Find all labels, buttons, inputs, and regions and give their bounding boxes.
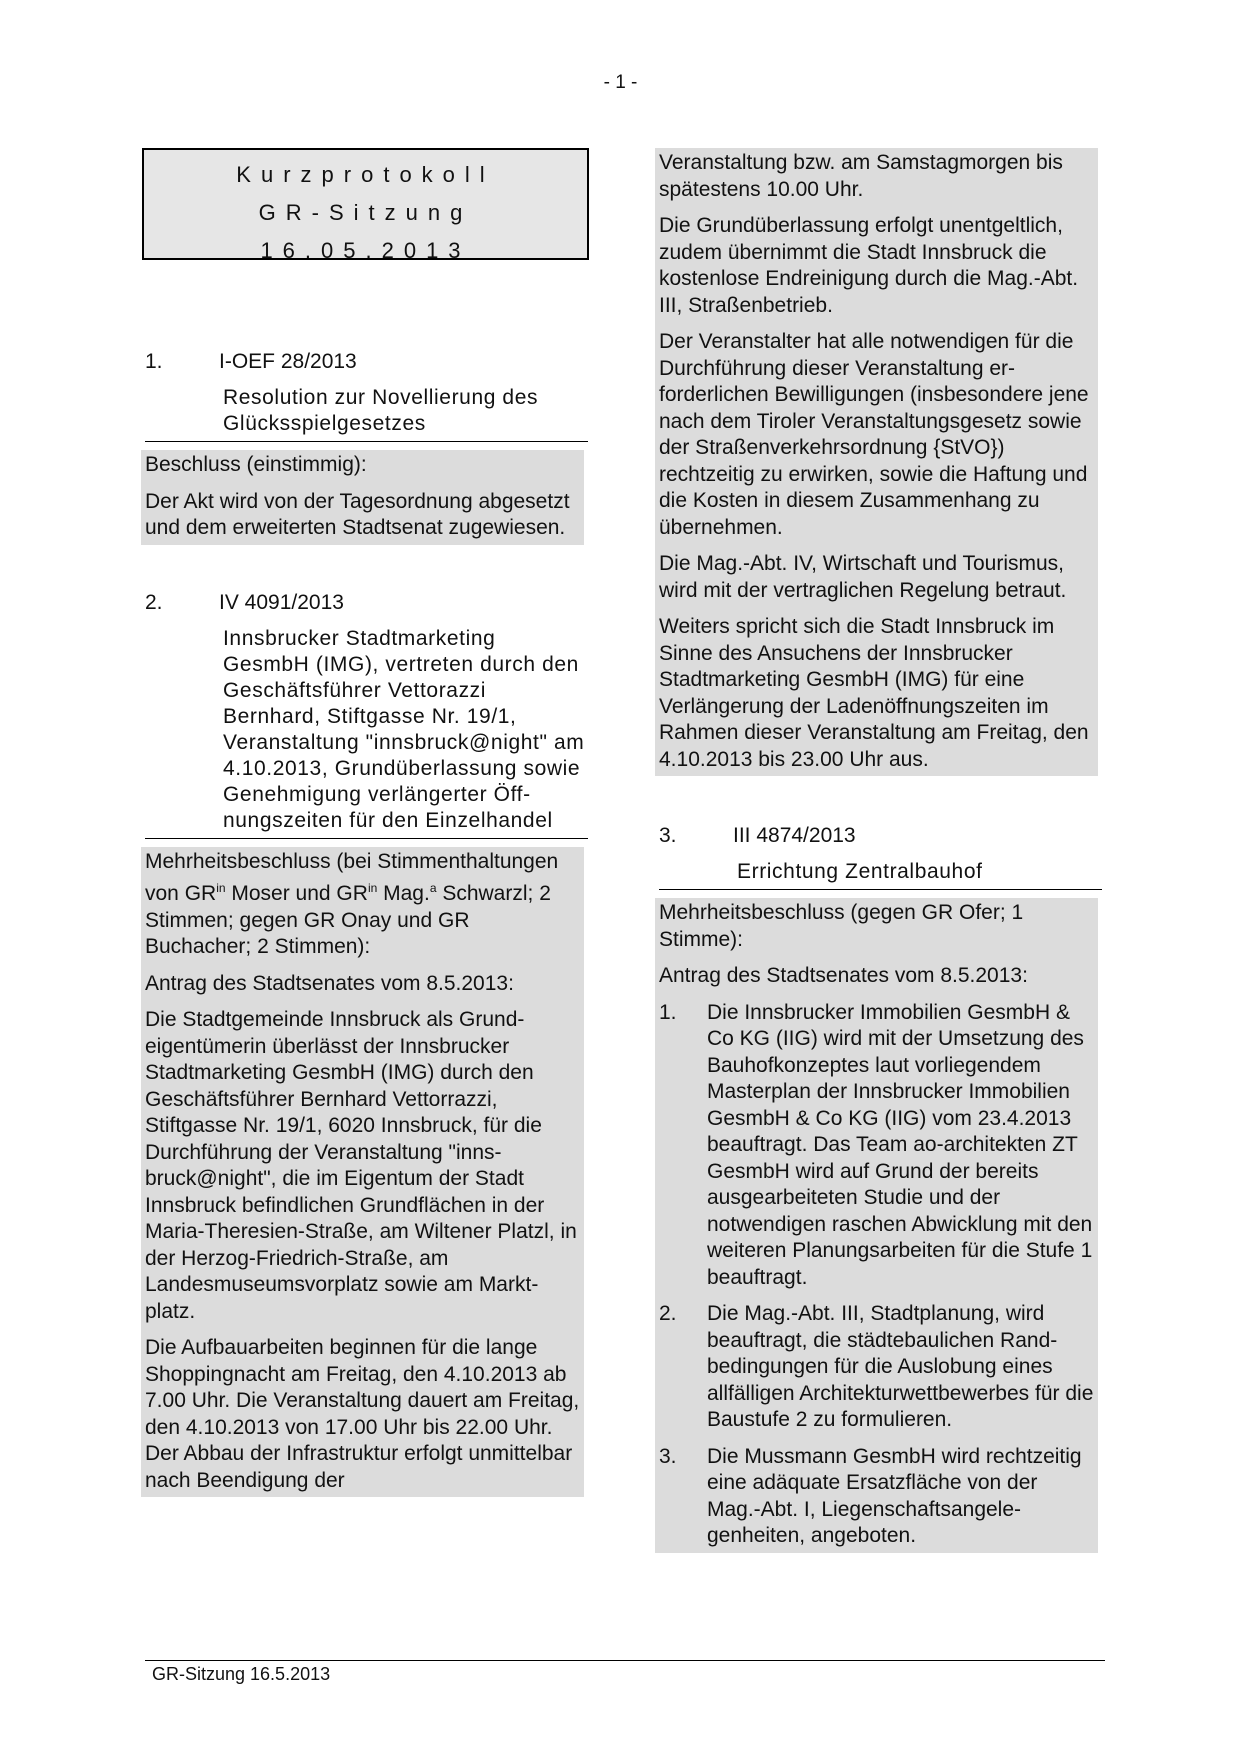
agenda-item-3 bbox=[659, 823, 1102, 1553]
agenda-item-2 bbox=[145, 590, 588, 1498]
item-subject: Innsbrucker Stadtmarketing GesmbH (IMG), vertreten durch den Geschäftsführer Vettorazzi Bernhard, Stiftgasse Nr. 19/1, Veranstaltung "innsbruck@night" am 4.10.2013, Grundüberlassung sowie Genehmigung verlängerter Öffnungszeiten für den Einzelhandel bbox=[145, 626, 588, 839]
item-number: 2. bbox=[145, 590, 163, 614]
item-number: 1. bbox=[145, 350, 163, 373]
decision-text: Die Aufbauarbeiten beginnen für die lange Shoppingnacht am Freitag, den 4.10.2013 ab 7.00 Uhr. Die Veranstaltung dauert am Freitag, den 4.10.2013 von 17.00 Uhr bis 22.00 Uhr. Der Abbau der Infrastruktur erfolgt unmittelbar nach Beendigung der bbox=[145, 1336, 580, 1492]
item-subject: Resolution zur Novellierung des Glücksspielgesetzes bbox=[145, 385, 588, 442]
session-date: 16.05.2013 bbox=[260, 238, 471, 263]
list-item: 3. Die Mussmann GesmbH wird rechtzeitig eine adäquate Ersatzfläche von der Mag.-Abt. I, Liegenschaftsangelegenheiten, angeboten. bbox=[659, 1444, 1082, 1547]
session-name: GR-Sitzung bbox=[258, 200, 473, 225]
document-title-box bbox=[142, 148, 589, 263]
decision-list bbox=[659, 1000, 1094, 1550]
decision-label: Mehrheitsbeschluss (bei Stimmenthaltungen von $GR^{in}$ Moser und $GR^{in}$ Mag.$^a$ Schwarzl; 2 Stimmen; gegen GR Onay und GR Buchacher; 2 Stimmen): bbox=[145, 849, 559, 958]
item-subject: Errichtung Zentralbauhof bbox=[659, 859, 1102, 890]
list-item: 2. Die Mag.-Abt. III, Stadtplanung, wird beauftragt, die städtebaulichen Randbedingungen für die Auslobung eines allfälligen Architekturwettbewerbes für die Baustufe 2 zu formulieren. bbox=[659, 1302, 1094, 1431]
item-reference: IV 4091/2013 bbox=[219, 590, 344, 614]
page-footer: GR-Sitzung 16.5.2013 bbox=[152, 1664, 331, 1684]
decision-label: Beschluss (einstimmig): bbox=[145, 453, 367, 476]
left-column bbox=[145, 148, 588, 1497]
item-reference: I-OEF 28/2013 bbox=[219, 350, 357, 373]
decision-label: Mehrheitsbeschluss (gegen GR Ofer; 1 Stimme): bbox=[659, 901, 1024, 951]
page-number: - 1 - bbox=[603, 72, 638, 93]
agenda-item-1 bbox=[145, 349, 588, 545]
motion-intro: Antrag des Stadtsenates vom 8.5.2013: bbox=[145, 971, 514, 995]
item-number: 3. bbox=[659, 824, 677, 847]
decision-text: Veranstaltung bzw. am Samstagmorgen bis spätestens 10.00 Uhr. bbox=[659, 151, 1063, 201]
decision-text: Der Akt wird von der Tagesordnung abgesetzt und dem erweiterten Stadtsenat zugewiesen. bbox=[145, 489, 570, 539]
decision-block bbox=[141, 450, 584, 545]
decision-block bbox=[141, 847, 584, 1498]
decision-text: Die Grundüberlassung erfolgt unentgeltlich, zudem übernimmt die Stadt Innsbruck die kostenlose Endreinigung durch die Mag.-Abt. III, Straßenbetrieb. bbox=[659, 214, 1079, 317]
motion-intro: Antrag des Stadtsenates vom 8.5.2013: bbox=[659, 964, 1028, 987]
document-title: Kurzprotokoll bbox=[236, 162, 495, 187]
decision-text: Die Stadtgemeinde Innsbruck als Grundeigentümerin überlässt der Innsbrucker Stadtmarketing GesmbH (IMG) durch den Geschäftsführer Bernhard Vettorrazzi, Stiftgasse Nr. 19/1, 6020 Innsbruck, für die Durchführung der Veranstaltung "innsbruck@night", die im Eigentum der Stadt Innsbruck befindlichen Grundflächen in der Maria-Theresien-Straße, am Wiltener Platzl, in der Herzog-Friedrich-Straße, am Landesmuseumsvorplatz sowie am Marktplatz. bbox=[145, 1008, 577, 1323]
list-item: 1. Die Innsbrucker Immobilien GesmbH & Co KG (IIG) wird mit der Umsetzung des Bauhofkonzeptes laut vorliegendem Masterplan der Innsbrucker Immobilien GesmbH & Co KG (IIG) vom 23.4.2013 beauftragt. Das Team ao-architekten ZT GesmbH wird auf Grund der bereits ausgearbeiteten Studie und der notwendigen raschen Abwicklung mit den weiteren Planungsarbeiten für die Stufe 1 beauftragt. bbox=[659, 1000, 1093, 1289]
right-column bbox=[659, 148, 1102, 1553]
decision-text: Die Mag.-Abt. IV, Wirtschaft und Tourismus, wird mit der vertraglichen Regelung betraut. bbox=[659, 552, 1067, 602]
decision-text: Weiters spricht sich die Stadt Innsbruck im Sinne des Ansuchens der Innsbrucker Stadtmarketing GesmbH (IMG) für eine Verlängerung der Ladenöffnungszeiten im Rahmen dieser Veranstaltung am Freitag, den 4.10.2013 bis 23.00 Uhr aus. bbox=[659, 615, 1089, 771]
decision-block-continued bbox=[655, 148, 1098, 776]
item-reference: III 4874/2013 bbox=[733, 824, 856, 847]
decision-text: Der Veranstalter hat alle notwendigen für die Durchführung dieser Veranstaltung erforderlichen Bewilligungen (insbesondere jene nach dem Tiroler Veranstaltungsgesetz sowie der Straßenverkehrsordnung {StVO}) rechtzeitig zu erwirken, sowie die Haftung und die Kosten in diesem Zusammenhang zu übernehmen. bbox=[659, 330, 1089, 539]
footer-divider bbox=[145, 1660, 1105, 1661]
decision-block bbox=[655, 898, 1098, 1553]
